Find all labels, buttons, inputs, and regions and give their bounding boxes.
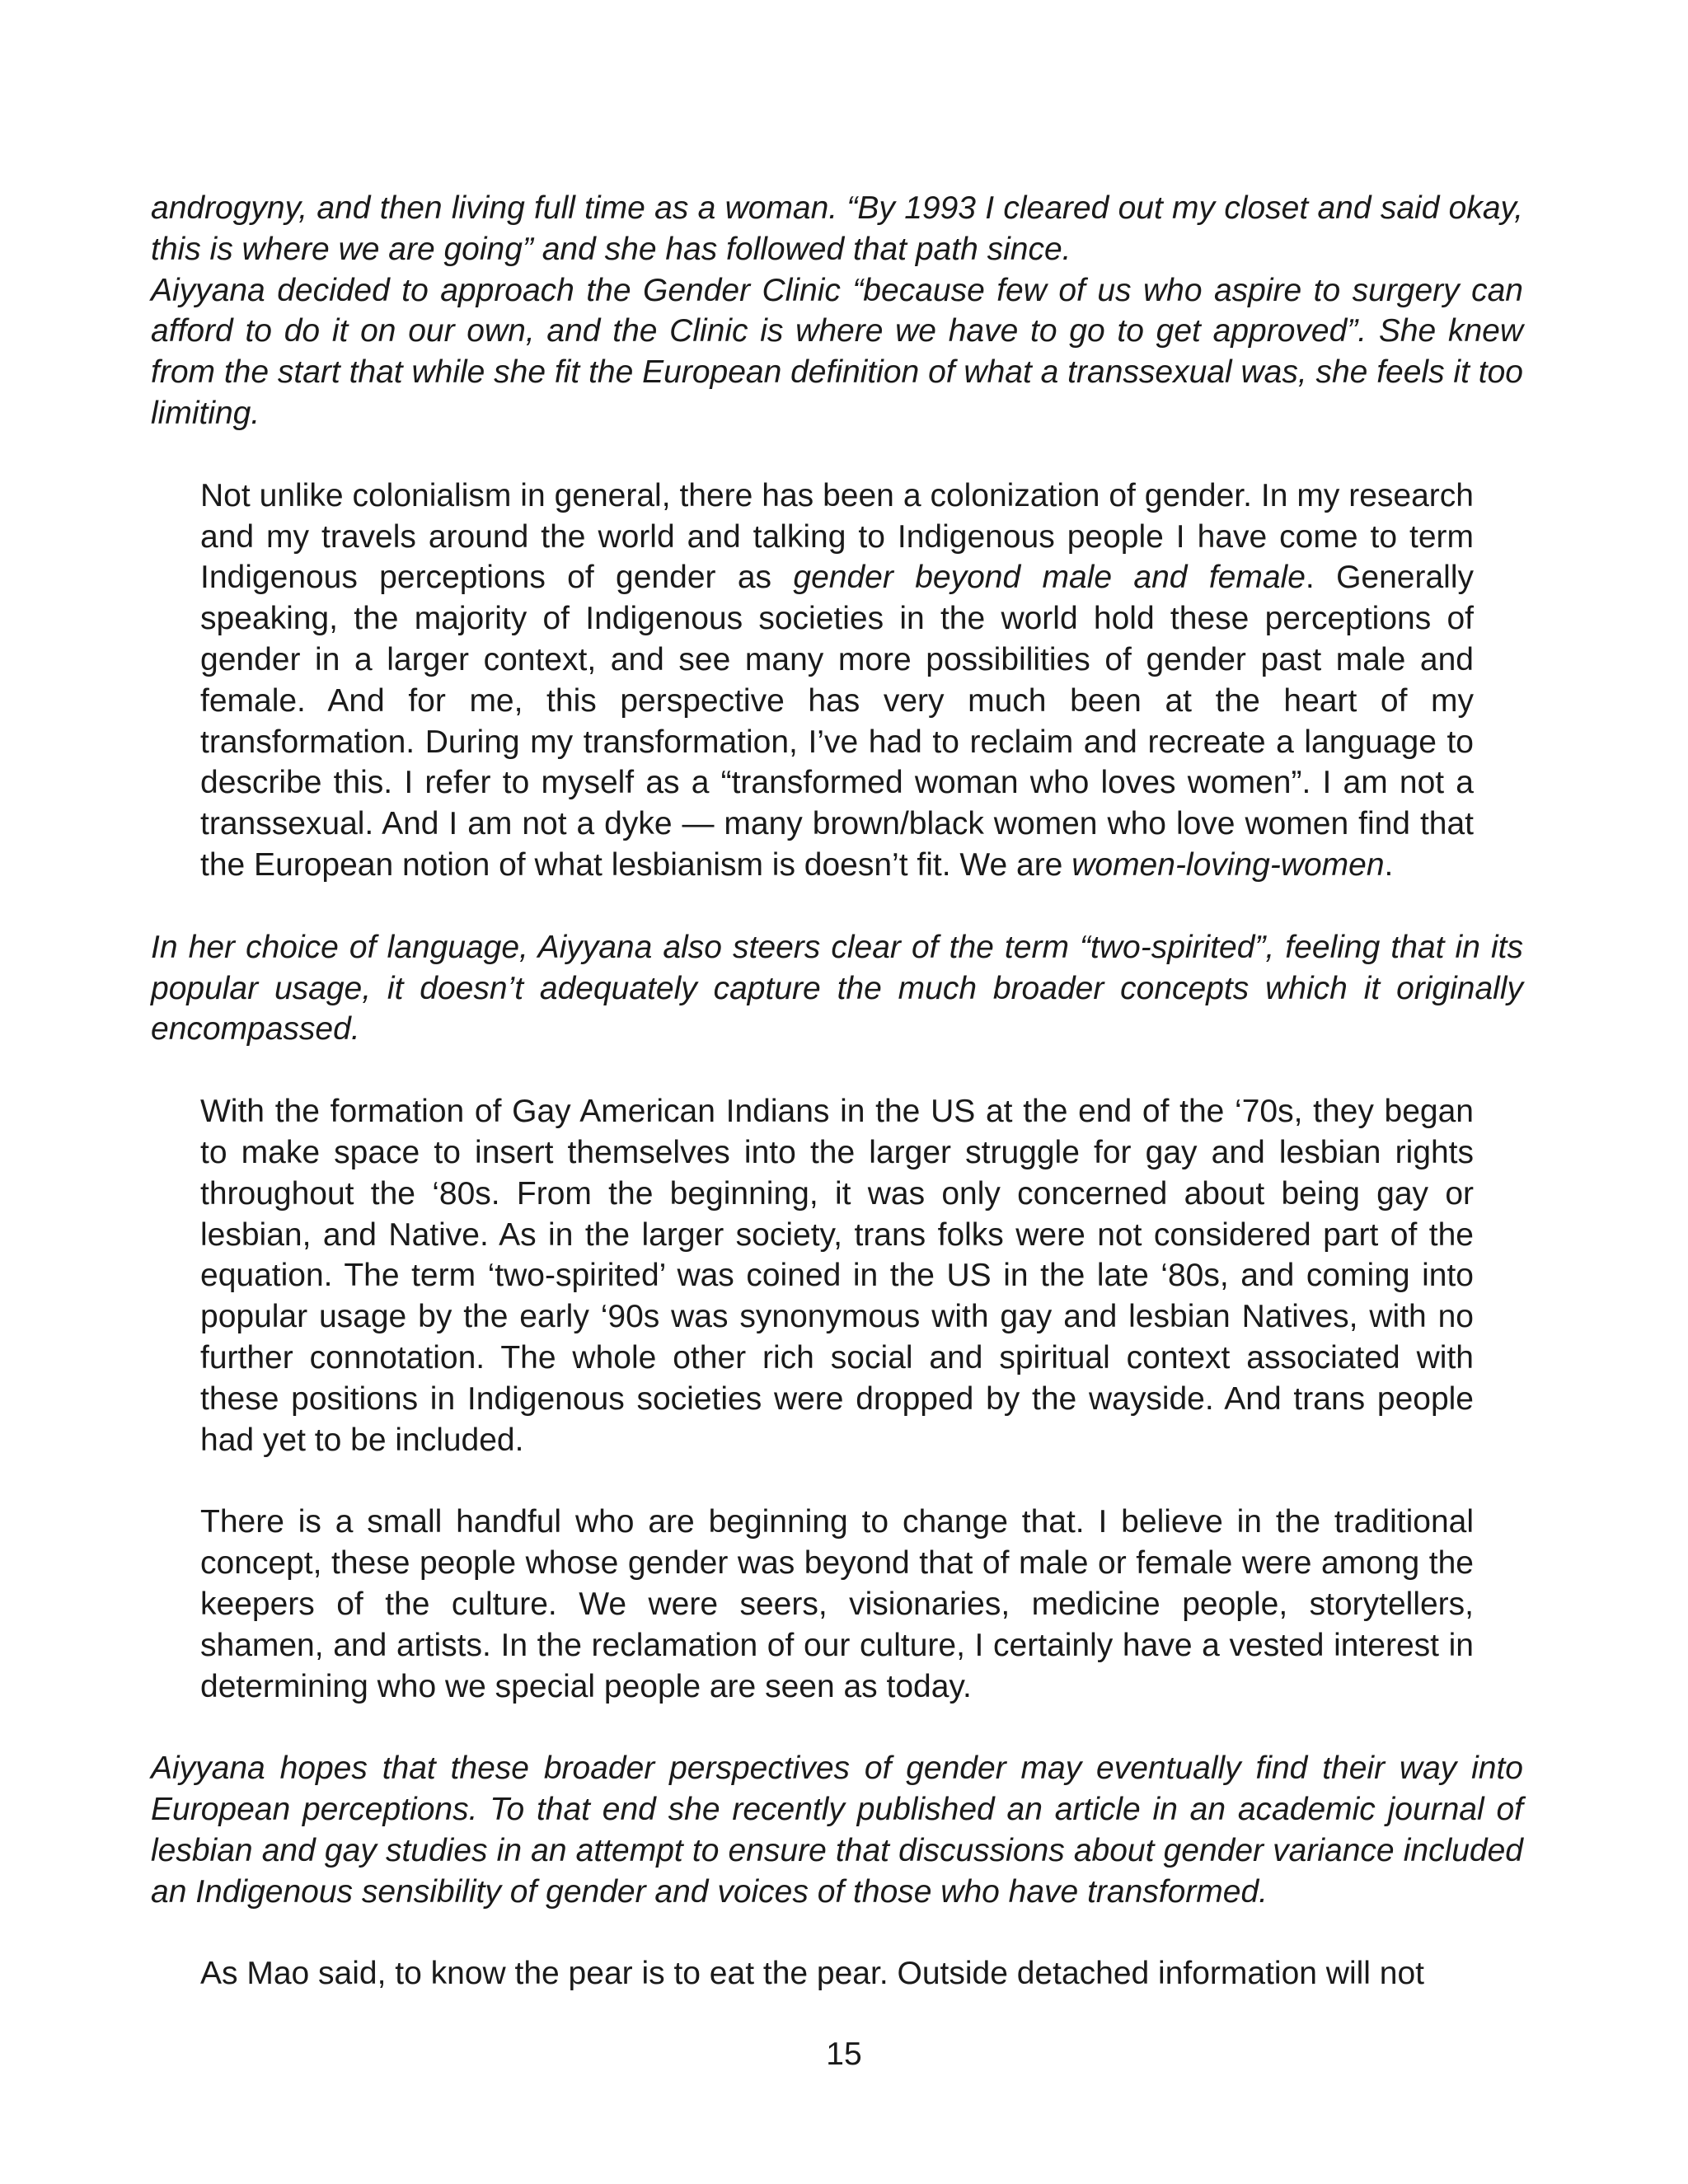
body-text [151, 188, 1523, 1994]
paragraph-gap [151, 1460, 1523, 1502]
paragraph-gap [151, 434, 1523, 476]
narration-paragraph: androgyny, and then living full time as a woman. “By 1993 I cleared out my closet and said okay, this is where we are going” and she has followed that path since. [151, 190, 1523, 267]
paragraph-gap [151, 1707, 1523, 1748]
interview-quote: As Mao said, to know the pear is to eat the pear. Outside detached information will not [200, 1956, 1425, 1992]
narration-paragraph: Aiyyana hopes that these broader perspectives of gender may eventually find their way into European perceptions. To that end she recently published an article in an academic journal of lesbian and gay studies in an attempt to ensure that discussions about gender variance included an Indigenous sensibility of gender and voices of those who have transformed. [151, 1750, 1523, 1910]
page-number: 15 [826, 2036, 862, 2072]
quote-text: . Generally speaking, the majority of Indigenous societies in the world hold these perceptions of gender in a larger context, and see many more possibilities of gender past male and female. And for me, this perspective has very much been at the heart of my transformation. During my transformation, I’ve had to reclaim and recreate a language to describe this. I refer to myself as a “transformed woman who loves women”. I am not a transsexual. And I am not a dyke — many brown/black women who love women find that the European notion of what lesbianism is doesn’t fit. We are [200, 560, 1474, 883]
quote-text: Not unlike colonialism in general, there has been a colonization of gender. In my research and my travels around the world and talking to Indigenous people I have come to term Indigenous perceptions of gender as [200, 477, 1474, 596]
emphasis-text: women-loving-women [1071, 846, 1385, 883]
narration-paragraph: In her choice of language, Aiyyana also steers clear of the term “two-spirited”, feeling that in its popular usage, it doesn’t adequately capture the much broader concepts which it originally encompassed. [151, 929, 1523, 1047]
interview-quote [200, 476, 1474, 886]
quote-text: . [1384, 846, 1394, 883]
interview-quote: With the formation of Gay American Indians in the US at the end of the ‘70s, they began to make space to insert themselves into the larger struggle for gay and lesbian rights throughout the ‘80s. From the beginning, it was only concerned about being gay or lesbian, and Native. As in the larger society, trans folks were not considered part of the equation. The term ‘two-spirited’ was coined in the US in the late ‘80s, and coming into popular usage by the early ‘90s was synonymous with gay and lesbian Natives, with no further connotation. The whole other rich social and spiritual context associated with these positions in Indigenous societies were dropped by the wayside. And trans people had yet to be included. [200, 1094, 1474, 1458]
paragraph-gap [151, 1912, 1523, 1953]
emphasis-text: gender beyond male and female [793, 560, 1306, 596]
paragraph-gap [151, 1050, 1523, 1091]
paragraph-gap [151, 886, 1523, 927]
interview-quote: There is a small handful who are beginning to change that. I believe in the traditional concept, these people whose gender was beyond that of male or female were among the keepers of the culture. We were seers, visionaries, medicine people, storytellers, shamen, and artists. In the reclamation of our culture, I certainly have a vested interest in determining who we special people are seen as today. [200, 1504, 1474, 1704]
narration-paragraph: Aiyyana decided to approach the Gender Clinic “because few of us who aspire to surgery can afford to do it on our own, and the Clinic is where we have to go to get approved”. She knew from the start that while she fit the European definition of what a transsexual was, she feels it too limiting. [151, 272, 1523, 431]
